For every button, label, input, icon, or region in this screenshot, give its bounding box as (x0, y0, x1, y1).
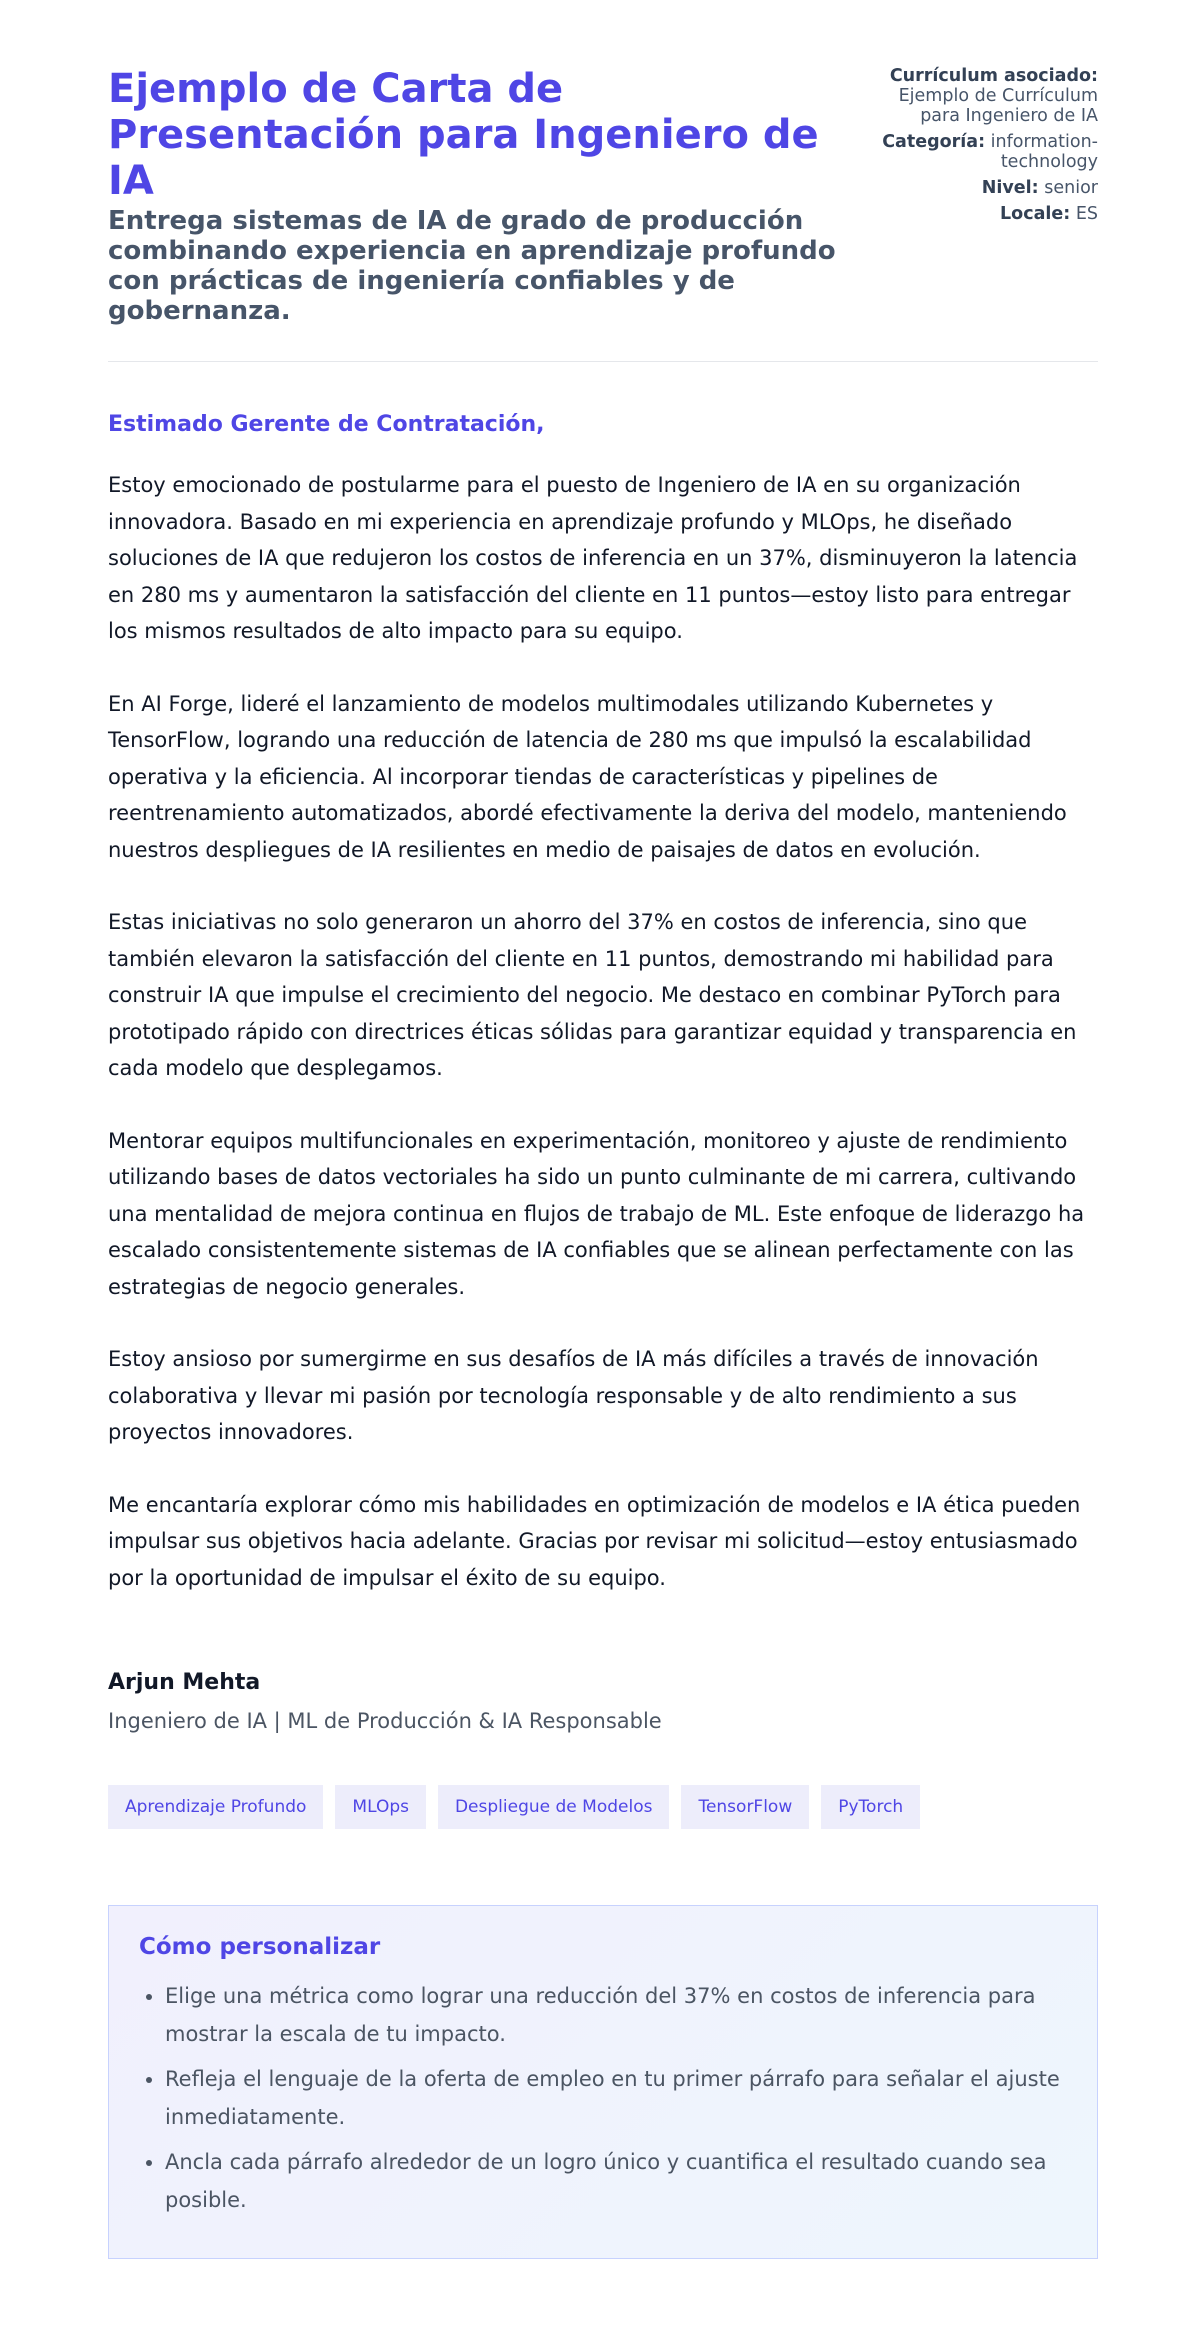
paragraph: Me encantaría explorar cómo mis habilidades en optimización de modelos e IA ética pueden impulsar sus objetivos hacia adelante. Gracias por revisar mi solicitud—estoy entusiasmado por la oportunidad de impulsar el éxito de su equipo. (108, 1492, 1081, 1590)
meta-locale: Locale: ES (1000, 204, 1098, 224)
page-subtitle: Entrega sistemas de IA de grado de producción combinando experiencia en aprendizaje profundo con prácticas de ingeniería confiables y de gobernanza. (108, 206, 836, 326)
paragraph: Estoy emocionado de postularme para el puesto de Ingeniero de IA en su organización innovadora. Basado en mi experiencia en aprendizaje profundo y MLOps, he diseñado soluciones de IA que redujeron los costos de inferencia en un 37%, disminuyeron la latencia en 280 ms y aumentaron la satisfacción del cliente en 11 puntos—estoy listo para entregar los mismos resultados de alto impacto para su equipo. (108, 473, 1078, 643)
tag: Aprendizaje Profundo (108, 1785, 323, 1829)
tips-title: Cómo personalizar (139, 1934, 381, 1960)
signature (108, 1670, 1098, 1733)
meta-level: Nivel: senior (981, 178, 1098, 198)
tag: TensorFlow (681, 1785, 809, 1829)
cover-letter-page (108, 0, 1098, 2259)
page-title: Ejemplo de Carta de Presentación para Ingeniero de IA (108, 66, 819, 204)
tips-list (139, 1978, 1067, 2219)
greeting: Estimado Gerente de Contratación, (108, 412, 545, 437)
paragraph: Mentorar equipos multifuncionales en experimentación, monitoreo y ajuste de rendimiento utilizando bases de datos vectoriales ha sido un punto culminante de mi carrera, cultivando una mentalidad de mejora continua en flujos de trabajo de ML. Este enfoque de liderazgo ha escalado consistentemente sistemas de IA confiables que se alinean perfectamente con las estrategias de negocio generales. (108, 1128, 1085, 1299)
paragraph: Estoy ansioso por sumergirme en sus desafíos de IA más difíciles a través de innovación colaborativa y llevar mi pasión por tecnología responsable y de alto rendimiento a sus proyectos innovadores. (108, 1347, 1039, 1444)
meta-info (868, 66, 1098, 361)
skill-tags (108, 1785, 1098, 1829)
tag: Despliegue de Modelos (438, 1785, 669, 1829)
paragraph: Estas iniciativas no solo generaron un ahorro del 37% en costos de inferencia, sino que también elevaron la satisfacción del cliente en 11 puntos, demostrando mi habilidad para construir IA que impulse el crecimiento del negocio. Me destaco en combinar PyTorch para prototipado rápido con directrices éticas sólidas para garantizar equidad y transparencia en cada modelo que desplegamos. (108, 910, 1077, 1080)
tip-item: • Elige una métrica como lograr una reducción del 37% en costos de inferencia para mostrar la escala de tu impacto. (165, 1978, 1067, 2053)
page-header (108, 0, 1098, 362)
letter-body (108, 467, 1098, 1596)
paragraph: En AI Forge, lideré el lanzamiento de modelos multimodales utilizando Kubernetes y TensorFlow, logrando una reducción de latencia de 280 ms que impulsó la escalabilidad operativa y la eficiencia. Al incorporar tiendas de características y pipelines de reentrenamiento automatizados, abordé efectivamente la deriva del modelo, manteniendo nuestros despliegues de IA resilientes en medio de paisajes de datos en evolución. (108, 691, 1067, 862)
customize-tips-box (108, 1905, 1098, 2259)
signature-name: Arjun Mehta (108, 1670, 261, 1695)
signature-title: Ingeniero de IA | ML de Producción & IA Responsable (108, 1709, 662, 1733)
tag: MLOps (335, 1785, 426, 1829)
tip-item: • Refleja el lenguaje de la oferta de empleo en tu primer párrafo para señalar el ajuste inmediatamente. (165, 2061, 1067, 2136)
tip-item: • Ancla cada párrafo alrededor de un logro único y cuantifica el resultado cuando sea posible. (165, 2144, 1067, 2219)
tag: PyTorch (821, 1785, 920, 1829)
meta-resume: Currículum asociado: Ejemplo de Currículum para Ingeniero de IA (889, 66, 1098, 126)
meta-category: Categoría: information-technology (882, 132, 1098, 172)
